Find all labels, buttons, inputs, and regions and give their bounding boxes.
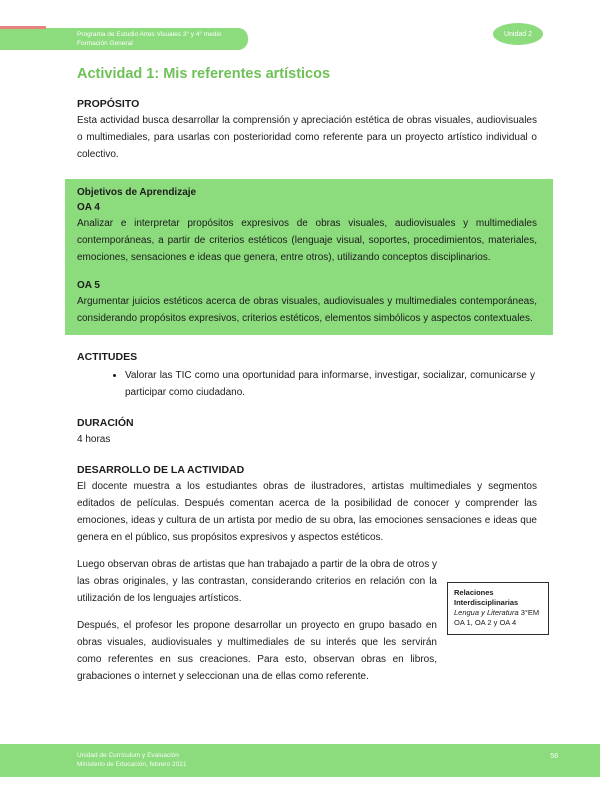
oa4-code: OA 4 — [77, 202, 100, 213]
desarrollo-heading: DESARROLLO DE LA ACTIVIDAD — [77, 464, 245, 476]
actitudes-list — [77, 367, 537, 401]
relaciones-heading: Relaciones Interdisciplinarias — [454, 588, 519, 607]
unit-badge — [493, 23, 543, 45]
header-program-line1: Programa de Estudio Artes Visuales 3° y 4° medio — [77, 31, 222, 38]
unit-badge-label: Unidad 2 — [503, 30, 533, 38]
objetivos-box — [65, 179, 553, 335]
relaciones-interdisciplinarias-box — [447, 582, 549, 635]
actitudes-heading: ACTITUDES — [77, 351, 138, 363]
footer-line2: Ministerio de Educación, febrero 2021 — [77, 761, 187, 768]
relaciones-oas: OA 1, OA 2 y OA 4 — [454, 618, 517, 627]
relaciones-subject-line — [454, 608, 542, 618]
footer-line1: Unidad de Currículum y Evaluación — [77, 752, 179, 759]
duracion-heading: DURACIÓN — [77, 417, 134, 429]
duracion-value: 4 horas — [77, 434, 111, 445]
relaciones-level: 3°EM — [520, 608, 540, 617]
page-footer — [0, 744, 600, 777]
page-number: 58 — [550, 753, 558, 760]
oa5-code: OA 5 — [77, 280, 100, 291]
desarrollo-paragraph-1: El docente muestra a los estudiantes obras de ilustradores, artistas multimediales y segmentos editados de películas. Después comentan acerca de la posibilidad de conocer y comprender las emociones, ideas y cultura de un artista por medio de su obra, las emociones sensaciones e ideas que genera en el público, sus propósitos expresivos y aspectos estéticos. — [77, 481, 537, 543]
oa-gap — [77, 266, 537, 278]
content-column — [77, 66, 540, 695]
red-edge-mark — [0, 26, 46, 29]
header-program-line2: Formación General — [77, 39, 133, 47]
activity-title: Actividad 1: Mis referentes artísticos — [77, 66, 331, 82]
proposito-heading: PROPÓSITO — [77, 98, 140, 110]
oa4-text: Analizar e interpretar propósitos expresivos de obras visuales, audiovisuales y multimediales contemporáneas, a partir de criterios estéticos (lenguaje visual, soportes, procedimientos, materiales, emociones, sensaciones e ideas que genera, entre otros), utilizando conceptos disciplinarios. — [77, 218, 537, 263]
relaciones-subject: Lengua y Literatura — [454, 608, 519, 617]
desarrollo-paragraph-3: Después, el profesor les propone desarrollar un proyecto en grupo basado en obras visuales, audiovisuales y multimediales de su interés que les servirán como referentes en sus creaciones. Para esto, observan obras en libros, grabaciones o internet y seleccionan una de ellas como referente. — [77, 620, 437, 682]
oa5-text: Argumentar juicios estéticos acerca de obras visuales, audiovisuales y multimediales contemporáneas, considerando propósitos expresivos, criterios estéticos, elementos simbólicos y aspectos contextuales. — [77, 296, 537, 324]
desarrollo-paragraph-2: Luego observan obras de artistas que han trabajado a partir de la obra de otros y las obras originales, y las contrastan, considerando criterios en relación con la utilización de los lenguajes artísticos. — [77, 559, 437, 604]
proposito-paragraph: Esta actividad busca desarrollar la comprensión y apreciación estética de obras visuales, audiovisuales o multimediales, para usarlas con posterioridad como referente para un proyecto artístico individual o colectivo. — [77, 115, 537, 160]
objetivos-heading: Objetivos de Aprendizaje — [77, 187, 197, 198]
actitudes-bullet-item: • Valorar las TIC como una oportunidad para informarse, investigar, socializar, comunicarse y participar como ciudadano. — [125, 367, 537, 401]
page-header — [0, 28, 248, 50]
